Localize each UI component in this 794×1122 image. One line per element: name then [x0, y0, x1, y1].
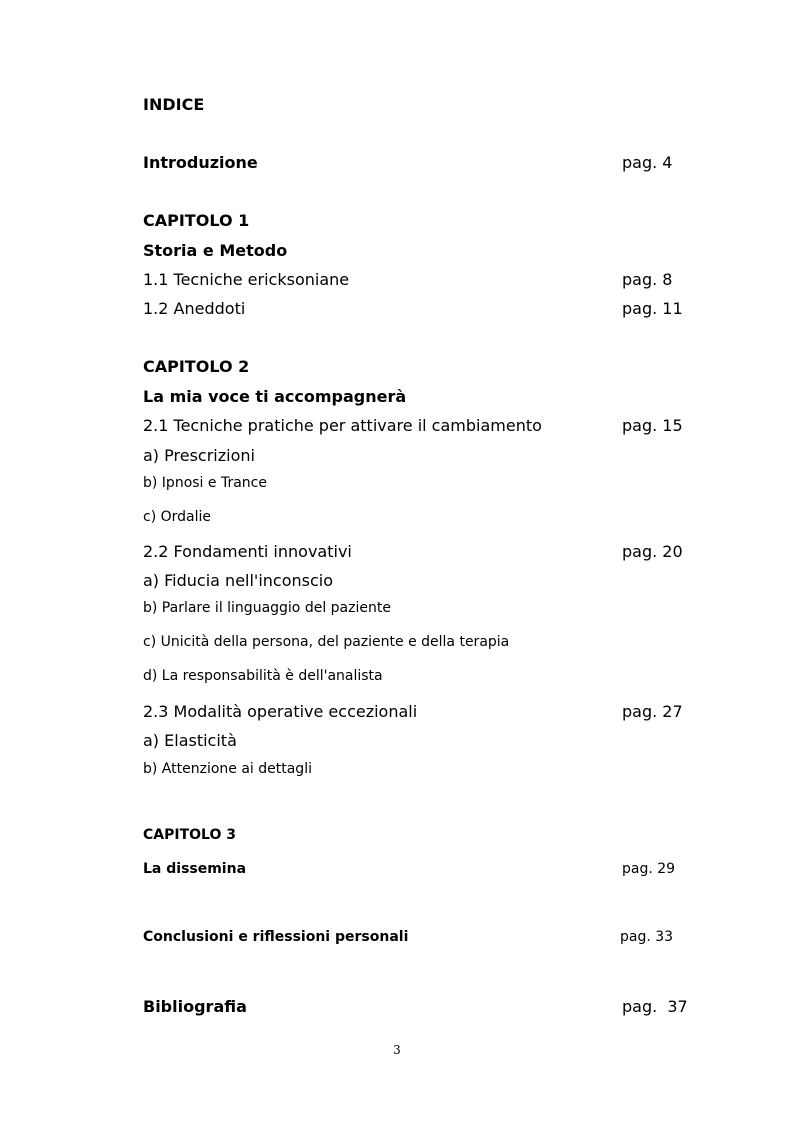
toc-subitem: a) Fiducia nell'inconscio — [143, 571, 333, 590]
toc-subitem: b) Ipnosi e Trance — [143, 475, 267, 491]
chapter3-heading: CAPITOLO 3 — [143, 827, 236, 843]
toc-entry-label: 1.2 Aneddoti — [143, 299, 246, 318]
toc-section-page: pag. 20 — [622, 542, 683, 561]
toc-introduction-label: Introduzione — [143, 153, 258, 172]
toc-subitem: b) Parlare il linguaggio del paziente — [143, 600, 391, 616]
toc-subitem: a) Prescrizioni — [143, 446, 255, 465]
toc-subitem: d) La responsabilità è dell'analista — [143, 668, 383, 684]
toc-subitem: a) Elasticità — [143, 731, 237, 750]
toc-conclusions-label: Conclusioni e riflessioni personali — [143, 929, 409, 945]
toc-section-label: 2.1 Tecniche pratiche per attivare il cambiamento — [143, 416, 542, 435]
toc-entry-label: 1.1 Tecniche ericksoniane — [143, 270, 350, 289]
toc-bibliography-label: Bibliografia — [143, 997, 247, 1016]
chapter3-title: La dissemina — [143, 861, 247, 877]
chapter1-heading: CAPITOLO 1 — [143, 211, 250, 230]
toc-entry-page: pag. 8 — [622, 270, 673, 289]
toc-section-page: pag. 27 — [622, 702, 683, 721]
toc-conclusions-page: pag. 33 — [620, 929, 674, 945]
toc-entry-page: pag. 11 — [622, 299, 683, 318]
toc-chapter3-page: pag. 29 — [622, 861, 676, 877]
toc-bibliography-page: pag. 37 — [622, 997, 688, 1016]
toc-section-label: 2.2 Fondamenti innovativi — [143, 542, 352, 561]
toc-section-label: 2.3 Modalità operative eccezionali — [143, 702, 418, 721]
chapter1-title: Storia e Metodo — [143, 241, 288, 260]
toc-section-page: pag. 15 — [622, 416, 683, 435]
page-number: 3 — [393, 1043, 401, 1057]
toc-subitem: b) Attenzione ai dettagli — [143, 761, 312, 777]
toc-subitem: c) Ordalie — [143, 509, 211, 525]
chapter2-heading: CAPITOLO 2 — [143, 357, 250, 376]
toc-introduction-page: pag. 4 — [622, 153, 673, 172]
chapter2-title: La mia voce ti accompagnerà — [143, 387, 407, 406]
index-heading: INDICE — [143, 95, 205, 114]
toc-subitem: c) Unicità della persona, del paziente e della terapia — [143, 634, 510, 650]
